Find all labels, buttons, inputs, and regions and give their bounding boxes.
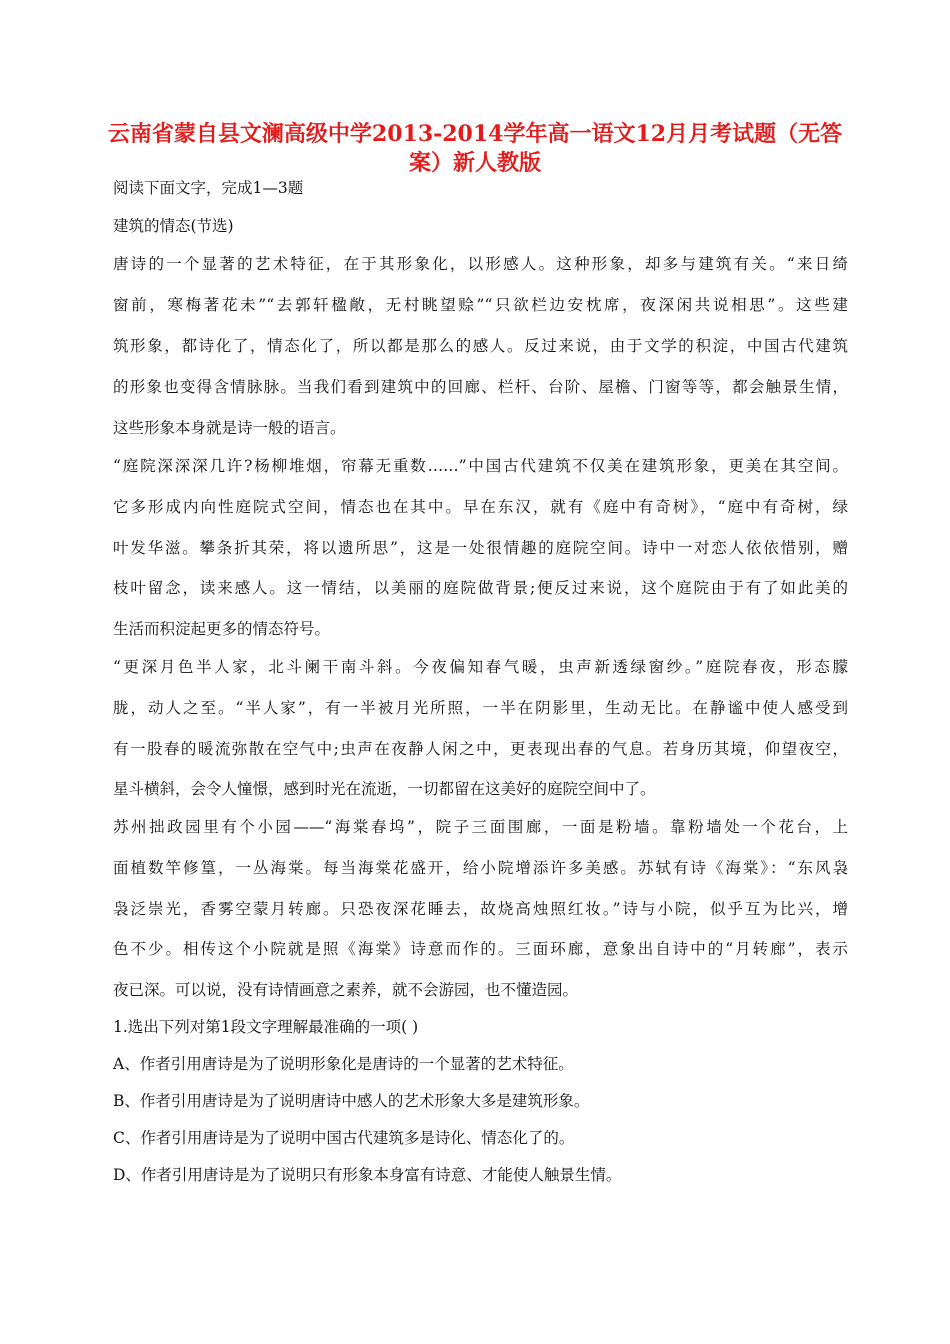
paragraph-1-line: 的形象也变得含情脉脉。当我们看到建筑中的回廊、栏杆、台阶、屋檐、门窗等等，都会触景生情， [113, 378, 848, 396]
paragraph-3-line: “更深月色半人家，北斗阑干南斗斜。今夜偏知春气暖，虫声新透绿窗纱。”庭院春夜，形态朦 [113, 658, 848, 676]
paragraph-2-line: 叶发华滋。攀条折其荣，将以遗所思”，这是一处很情趣的庭院空间。诗中一对恋人依依惜别，赠 [113, 539, 848, 557]
paragraph-2-line: 生活而积淀起更多的情态符号。 [113, 620, 331, 638]
paragraph-4-line: 面植数竿修篁，一丛海棠。每当海棠花盛开，给小院增添许多美感。苏轼有诗《海棠》：“东风袅 [113, 859, 848, 877]
paragraph-3-line: 有一股春的暖流弥散在空气中;虫声在夜静人闲之中，更表现出春的气息。若身历其境，仰望夜空， [113, 740, 848, 758]
reading-instruction: 阅读下面文字，完成1—3题 [113, 179, 304, 197]
paragraph-2-line: 它多形成内向性庭院式空间，情态也在其中。早在东汉，就有《庭中有奇树》，“庭中有奇树，绿 [113, 498, 848, 516]
paragraph-4-line: 苏州拙政园里有个小园——“海棠春坞”，院子三面围廊，一面是粉墙。靠粉墙处一个花台，上 [113, 818, 848, 836]
paragraph-1-line: 窗前，寒梅著花未”“去郭轩楹敞，无村眺望赊”“只欲栏边安枕席，夜深闲共说相思”。这些建 [113, 296, 848, 314]
document-title [100, 120, 850, 178]
option-c: C、作者引用唐诗是为了说明中国古代建筑多是诗化、情态化了的。 [113, 1129, 575, 1147]
paragraph-4-line: 色不少。相传这个小院就是照《海棠》诗意而作的。三面环廊，意象出自诗中的“月转廊”，表示 [113, 940, 848, 958]
paragraph-3-line: 胧，动人之至。“半人家”，有一半被月光所照，一半在阴影里，生动无比。在静谧中使人感受到 [113, 699, 848, 717]
paragraph-2-line: “庭院深深深几许?杨柳堆烟，帘幕无重数……”中国古代建筑不仅美在建筑形象，更美在其空间。 [113, 457, 848, 475]
option-a: A、作者引用唐诗是为了说明形象化是唐诗的一个显著的艺术特征。 [113, 1055, 574, 1073]
option-b: B、作者引用唐诗是为了说明唐诗中感人的艺术形象大多是建筑形象。 [113, 1092, 590, 1110]
paragraph-1-line: 筑形象，都诗化了，情态化了，所以都是那么的感人。反过来说，由于文学的积淀，中国古代建筑 [113, 337, 848, 355]
paragraph-4-line: 夜已深。可以说，没有诗情画意之素养，就不会游园，也不懂造园。 [113, 981, 579, 999]
article-title: 建筑的情态(节选) [113, 217, 234, 235]
paragraph-1-line: 这些形象本身就是诗一般的语言。 [113, 419, 346, 437]
title-line-1: 云南省蒙自县文澜高级中学2013-2014学年高一语文12月月考试题（无答 [107, 121, 843, 147]
paragraph-3-line: 星斗横斜，会令人憧憬，感到时光在流逝，一切都留在这美好的庭院空间中了。 [113, 780, 656, 798]
paragraph-2-line: 枝叶留念，读来感人。这一情结，以美丽的庭院做背景;便反过来说，这个庭院由于有了如此美的 [113, 579, 848, 597]
question-1: 1.选出下列对第1段文字理解最准确的一项( ) [113, 1018, 419, 1036]
paragraph-1-line: 唐诗的一个显著的艺术特征，在于其形象化，以形感人。这种形象，却多与建筑有关。“来日绮 [113, 255, 848, 273]
title-line-2: 案）新人教版 [408, 150, 541, 176]
paragraph-4-line: 袅泛崇光，香雾空蒙月转廊。只恐夜深花睡去，故烧高烛照红妆。”诗与小院，似乎互为比兴，增 [113, 900, 848, 918]
option-d: D、作者引用唐诗是为了说明只有形象本身富有诗意、才能使人触景生情。 [113, 1166, 622, 1184]
